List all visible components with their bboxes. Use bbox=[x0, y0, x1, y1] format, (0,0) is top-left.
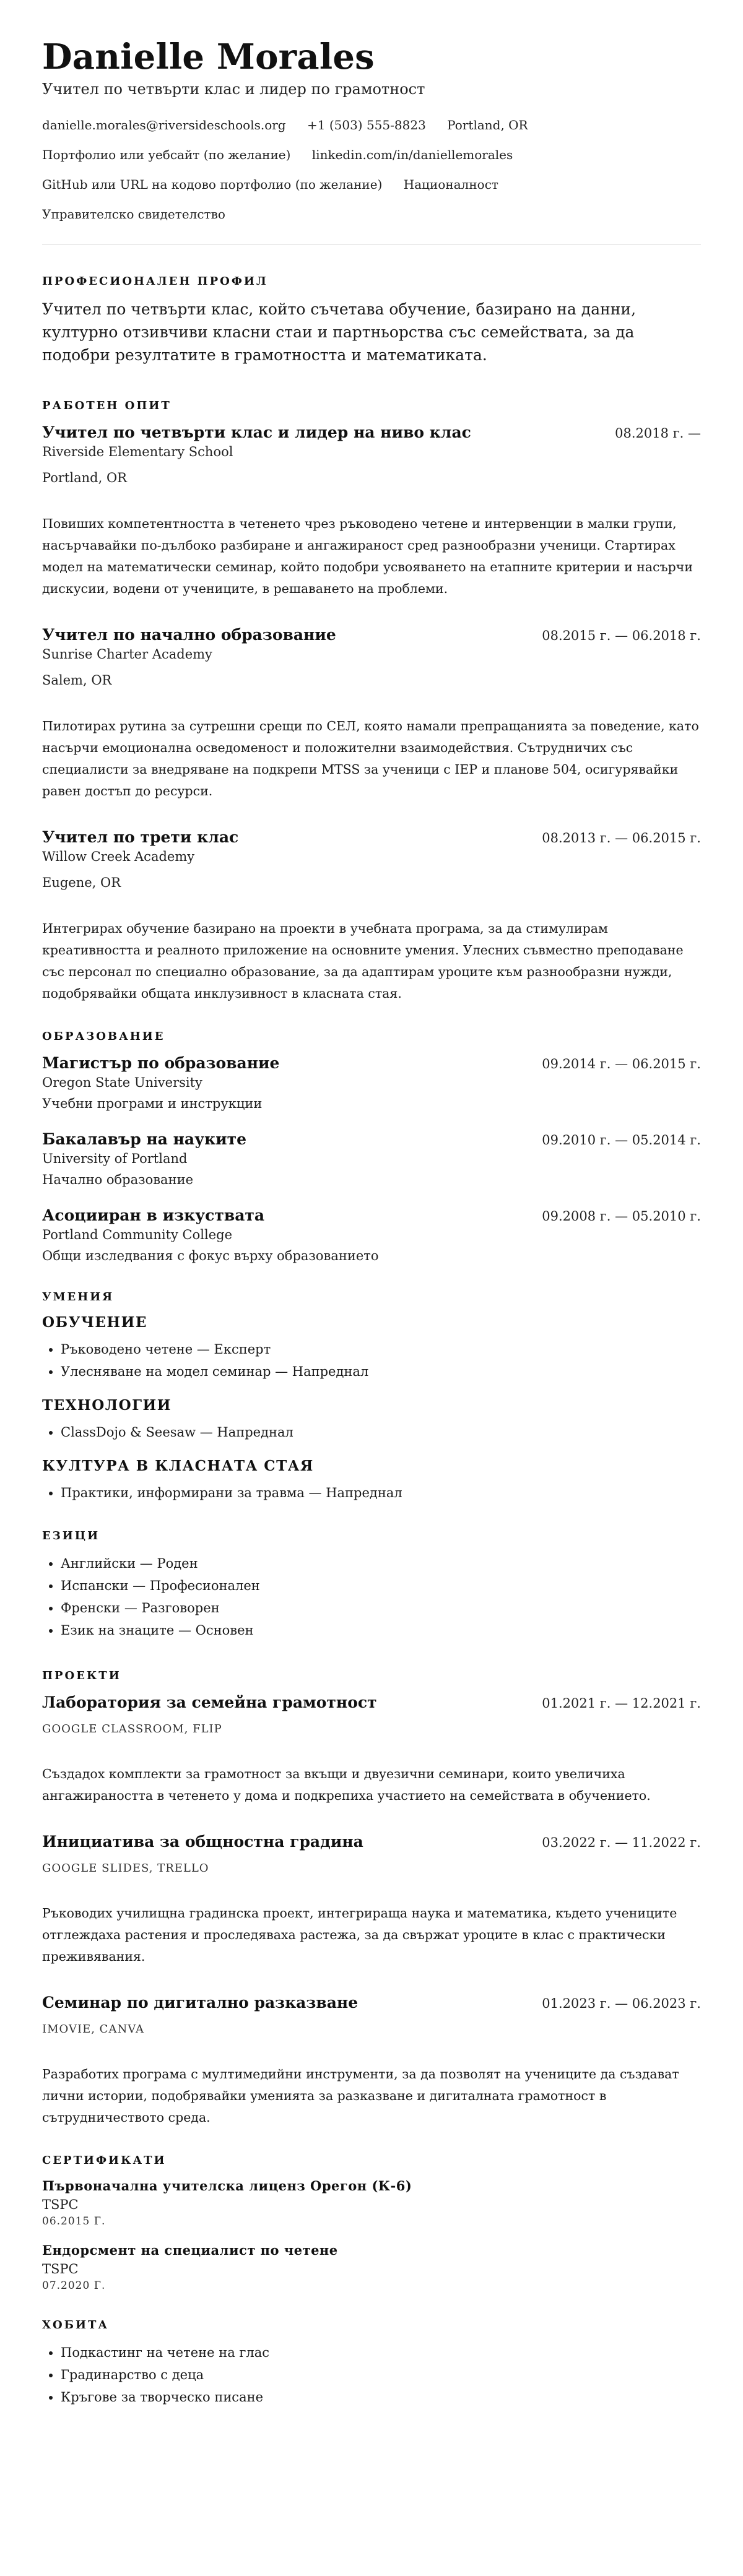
skills-section-title: УМЕНИЯ bbox=[42, 1290, 115, 1303]
project-entry bbox=[42, 1992, 701, 2129]
certification-issuer: TSPC bbox=[42, 2262, 79, 2276]
skill-item: • ClassDojo & Seesaw — Напреднал bbox=[61, 1421, 701, 1443]
candidate-name: Danielle Morales bbox=[42, 37, 375, 77]
job-description: Интегрирах обучение базирано на проекти в учебната програма, за да стимулирам креативността и реалното приложение на основните умения. Улесних съвместно преподаване със персонал по специално образование, за да адаптирам уроците към разнообразни нужди, подобрявайки общата инклузивност в класната стая. bbox=[42, 921, 684, 1001]
project-date: 03.2022 г. — 11.2022 г. bbox=[542, 1835, 701, 1850]
contact-row-4 bbox=[42, 205, 701, 223]
skill-list bbox=[42, 1338, 701, 1383]
hobby-item: • Подкастинг на четене на глас bbox=[61, 2341, 701, 2364]
degree-title: Бакалавър на науките bbox=[42, 1130, 247, 1148]
hobby-item: • Градинарство с деца bbox=[61, 2364, 701, 2386]
skills-section bbox=[42, 1290, 701, 1504]
project-tools: GOOGLE CLASSROOM, FLIP bbox=[42, 1722, 222, 1735]
project-title: Семинар по дигитално разказване bbox=[42, 1994, 358, 2012]
hobbies-section-title: ХОБИТА bbox=[42, 2319, 110, 2332]
education-section-title: ОБРАЗОВАНИЕ bbox=[42, 1030, 165, 1043]
certifications-section bbox=[42, 2153, 701, 2293]
job-description: Пилотирах рутина за сутрешни срещи по СЕЛ, която намали препращанията за поведение, като насърчи емоционална осведоменост и положителни взаимодействия. Сътрудничих със специалисти за внедряване на подкрепи MTSS за ученици с IEP и планове 504, осигурявайки равен достъп до ресурси. bbox=[42, 719, 699, 798]
language-item: • Френски — Разговорен bbox=[61, 1597, 701, 1619]
hobby-list bbox=[42, 2341, 701, 2408]
job-description: Повиших компетентността в четенето чрез ръководено четене и интервенции в малки групи, насърчавайки по-дълбоко разбиране и ангажираност сред разнообразни ученици. Стартирах модел на математически семинар, който подобри усвояването на етапните критерии и насърчи дискусии, водени от учениците, в решаването на проблеми. bbox=[42, 516, 693, 596]
job-organization: Riverside Elementary School bbox=[42, 444, 233, 459]
school-name: Oregon State University bbox=[42, 1075, 202, 1090]
job-title: Учител по начално образование bbox=[42, 626, 336, 644]
linkedin-link[interactable]: linkedin.com/in/daniellemorales bbox=[311, 147, 513, 162]
job-date: 08.2015 г. — 06.2018 г. bbox=[542, 628, 701, 643]
experience-section bbox=[42, 399, 701, 1005]
certification-entry bbox=[42, 2241, 701, 2293]
project-description: Ръководих училищна градинска проект, интегрираща наука и математика, където учениците отглеждаха растения и проследяваха растежа, за да свържат уроците в клас с практически преживявания. bbox=[42, 1906, 677, 1964]
job-entry bbox=[42, 827, 701, 1005]
language-item: • Език на знаците — Основен bbox=[61, 1619, 701, 1641]
certification-name: Ендорсмент на специалист по четене bbox=[42, 2242, 338, 2258]
project-entry bbox=[42, 1692, 701, 1807]
skill-list bbox=[42, 1421, 701, 1443]
skill-group-title: ТЕХНОЛОГИИ bbox=[42, 1397, 172, 1414]
github-placeholder: GitHub или URL на кодово портфолио (по желание) bbox=[42, 177, 383, 192]
field-of-study: Учебни програми и инструкции bbox=[42, 1096, 263, 1111]
experience-section-title: РАБОТЕН ОПИТ bbox=[42, 399, 172, 412]
skill-item: • Улесняване на модел семинар — Напреднал bbox=[61, 1360, 701, 1383]
license-placeholder: Управителско свидетелство bbox=[42, 207, 225, 222]
candidate-headline: Учител по четвърти клас и лидер по грамотност bbox=[42, 80, 425, 98]
project-description: Разработих програма с мултимедийни инструменти, за да позволят на учениците да създават лични истории, подобрявайки уменията за разказване и дигиталната грамотност в сътрудничеството среда. bbox=[42, 2067, 679, 2125]
project-title: Инициатива за общностна градина bbox=[42, 1833, 363, 1851]
job-organization: Willow Creek Academy bbox=[42, 849, 195, 864]
profile-summary: Учител по четвърти клас, който съчетава обучение, базирано на данни, културно отзивчиви класни стаи и партньорства със семействата, за да подобри резултатите в грамотността и математиката. bbox=[42, 300, 637, 364]
degree-title: Магистър по образование bbox=[42, 1054, 280, 1072]
project-date: 01.2023 г. — 06.2023 г. bbox=[542, 1996, 701, 2011]
education-entry bbox=[42, 1205, 701, 1265]
degree-title: Асоцииран в изкуствата bbox=[42, 1206, 265, 1224]
language-item: • Испански — Професионален bbox=[61, 1575, 701, 1597]
profile-section-title: ПРОФЕСИОНАЛЕН ПРОФИЛ bbox=[42, 275, 268, 288]
skill-list bbox=[42, 1482, 701, 1504]
job-date: 08.2013 г. — 06.2015 г. bbox=[542, 831, 701, 845]
education-date: 09.2010 г. — 05.2014 г. bbox=[542, 1133, 701, 1148]
skill-group-title: ОБУЧЕНИЕ bbox=[42, 1314, 147, 1331]
projects-section-title: ПРОЕКТИ bbox=[42, 1669, 121, 1682]
job-location: Salem, OR bbox=[42, 673, 112, 688]
language-list bbox=[42, 1552, 701, 1641]
job-title: Учител по трети клас bbox=[42, 828, 239, 846]
job-location: Eugene, OR bbox=[42, 875, 121, 890]
certifications-section-title: СЕРТИФИКАТИ bbox=[42, 2154, 167, 2167]
school-name: University of Portland bbox=[42, 1151, 188, 1166]
education-entry bbox=[42, 1129, 701, 1189]
hobby-item: • Кръгове за творческо писане bbox=[61, 2386, 701, 2408]
email-link[interactable]: danielle.morales@riversideschools.org bbox=[42, 118, 286, 132]
job-date: 08.2018 г. — bbox=[615, 426, 701, 441]
job-entry bbox=[42, 422, 701, 600]
education-date: 09.2008 г. — 05.2010 г. bbox=[542, 1209, 701, 1224]
contact-row-3 bbox=[42, 176, 701, 193]
field-of-study: Общи изследвания с фокус върху образованието bbox=[42, 1248, 379, 1263]
project-tools: IMOVIE, CANVA bbox=[42, 2023, 144, 2036]
phone-link[interactable]: +1 (503) 555-8823 bbox=[306, 118, 426, 132]
portfolio-placeholder: Портфолио или уебсайт (по желание) bbox=[42, 147, 291, 162]
contact-row-1 bbox=[42, 116, 701, 134]
job-entry bbox=[42, 625, 701, 802]
certification-date: 06.2015 Г. bbox=[42, 2215, 106, 2228]
skill-item: • Ръководено четене — Експерт bbox=[61, 1338, 701, 1360]
education-entry bbox=[42, 1053, 701, 1113]
certification-entry bbox=[42, 2177, 701, 2229]
job-organization: Sunrise Charter Academy bbox=[42, 647, 212, 662]
job-title: Учител по четвърти клас и лидер на ниво клас bbox=[42, 423, 471, 441]
location-text: Portland, OR bbox=[447, 118, 528, 132]
project-entry bbox=[42, 1831, 701, 1968]
field-of-study: Начално образование bbox=[42, 1172, 194, 1187]
certification-date: 07.2020 Г. bbox=[42, 2280, 106, 2292]
school-name: Portland Community College bbox=[42, 1227, 233, 1242]
education-section bbox=[42, 1029, 701, 1265]
projects-section bbox=[42, 1669, 701, 2129]
skill-item: • Практики, информирани за травма — Напреднал bbox=[61, 1482, 701, 1504]
profile-section bbox=[42, 274, 701, 366]
job-location: Portland, OR bbox=[42, 470, 127, 485]
nationality-placeholder: Националност bbox=[403, 177, 498, 192]
project-title: Лаборатория за семейна грамотност bbox=[42, 1693, 377, 1711]
project-date: 01.2021 г. — 12.2021 г. bbox=[542, 1696, 701, 1711]
project-tools: GOOGLE SLIDES, TRELLO bbox=[42, 1862, 209, 1875]
languages-section-title: ЕЗИЦИ bbox=[42, 1529, 100, 1542]
project-description: Създадох комплекти за грамотност за вкъщи и двуезични семинари, които увеличиха ангажираността в четенето у дома и подкрепиха участието на семействата в обучението. bbox=[42, 1766, 651, 1803]
education-date: 09.2014 г. — 06.2015 г. bbox=[542, 1057, 701, 1071]
certification-name: Първоначална учителска лиценз Орегон (К-6) bbox=[42, 2178, 412, 2193]
skill-group-title: КУЛТУРА В КЛАСНАТА СТАЯ bbox=[42, 1458, 314, 1474]
language-item: • Английски — Роден bbox=[61, 1552, 701, 1575]
certification-issuer: TSPC bbox=[42, 2197, 79, 2212]
languages-section bbox=[42, 1529, 701, 1641]
contact-row-2 bbox=[42, 146, 701, 163]
hobbies-section bbox=[42, 2318, 701, 2408]
resume-header bbox=[42, 37, 701, 223]
